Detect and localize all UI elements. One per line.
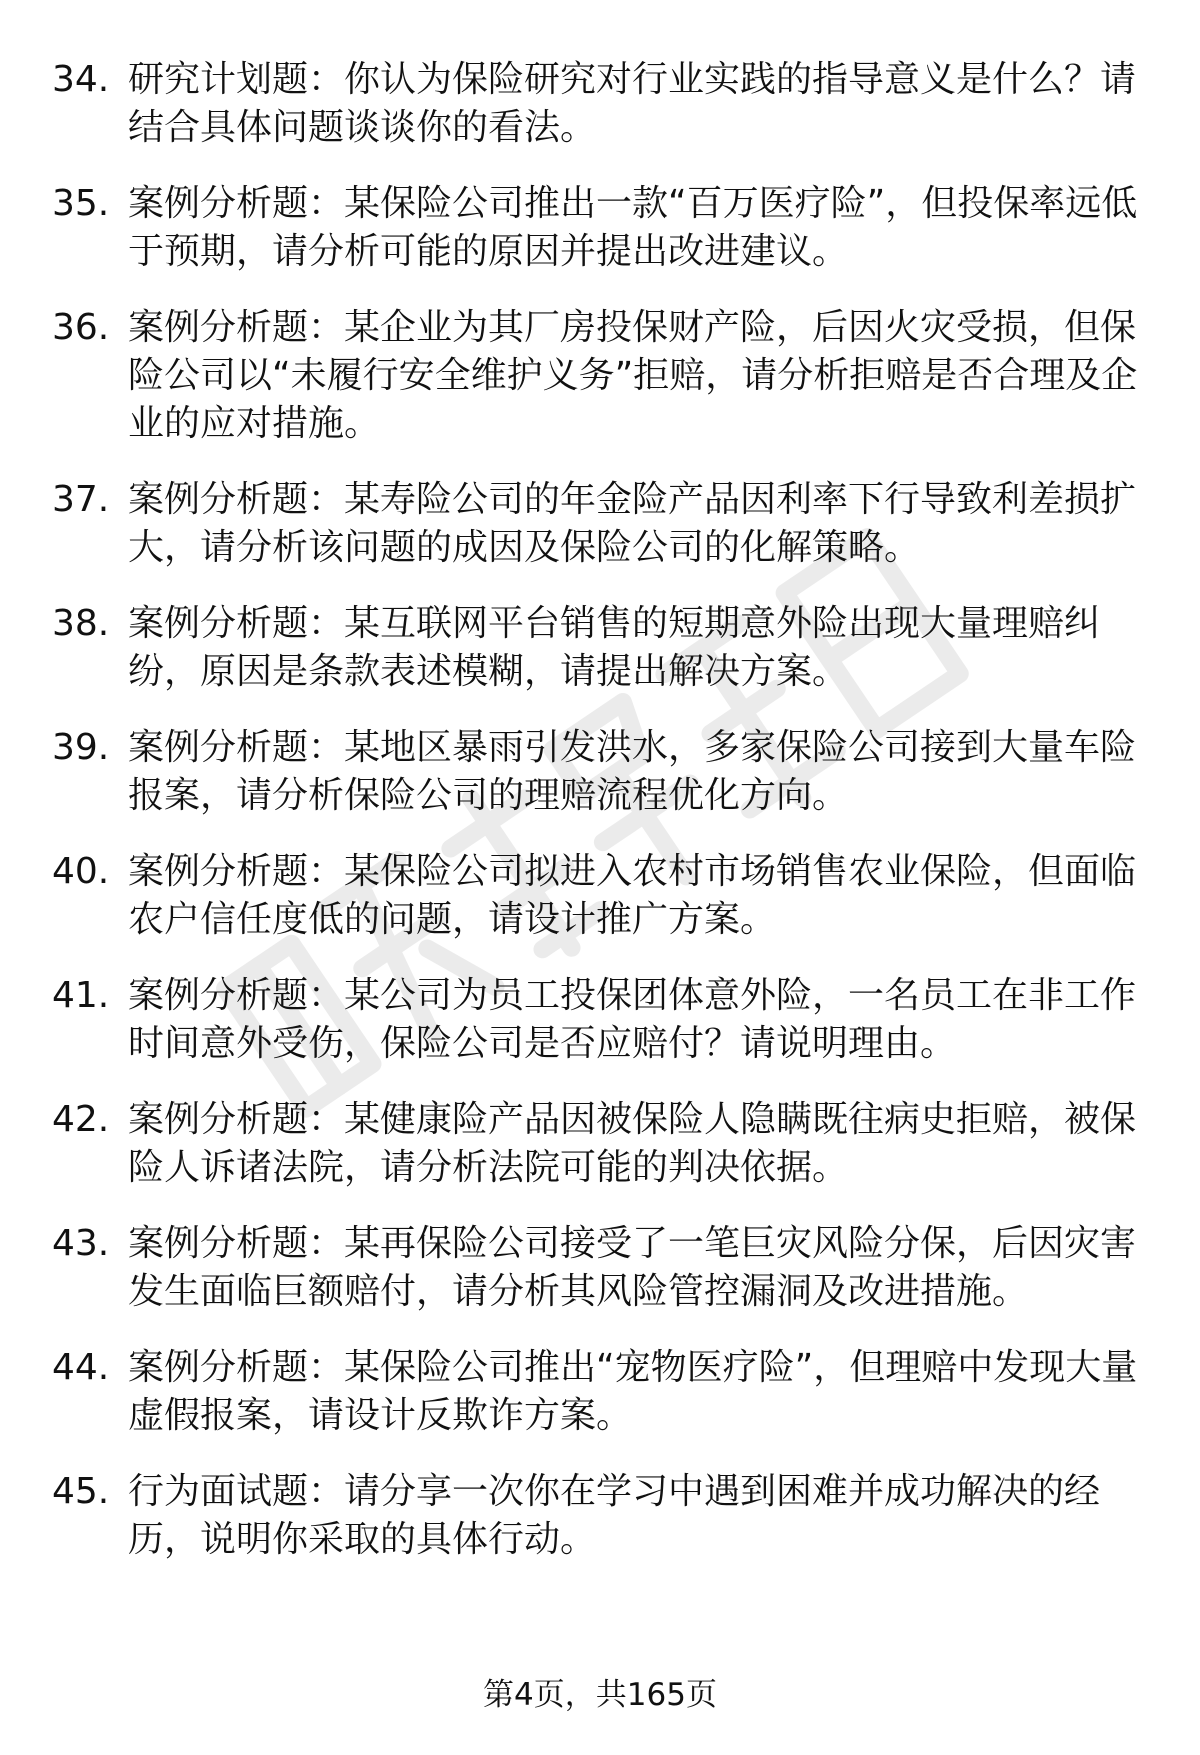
question-number: 40. — [52, 851, 110, 892]
question-text: 案例分析题：某寿险公司的年金险产品因利率下行导致利差损扩大，请分析该问题的成因及保险公司的化解策略。 — [128, 479, 1137, 568]
question-number: 39. — [52, 727, 110, 768]
question-item — [0, 304, 1200, 448]
question-number: 35. — [52, 183, 110, 224]
question-text: 研究计划题：你认为保险研究对行业实践的指导意义是什么？请结合具体问题谈谈你的看法。 — [128, 59, 1137, 148]
question-text: 案例分析题：某再保险公司接受了一笔巨灾风险分保，后因灾害发生面临巨额赔付，请分析其风险管控漏洞及改进措施。 — [128, 1223, 1137, 1312]
question-item — [0, 1344, 1200, 1440]
question-item — [0, 848, 1200, 944]
question-list — [0, 56, 1200, 1592]
question-item — [0, 1220, 1200, 1316]
question-text: 案例分析题：某企业为其厂房投保财产险，后因火灾受损，但保险公司以“未履行安全维护义务”拒赔，请分析拒赔是否合理及企业的应对措施。 — [128, 307, 1138, 444]
question-text: 行为面试题：请分享一次你在学习中遇到困难并成功解决的经历，说明你采取的具体行动。 — [128, 1471, 1101, 1560]
question-number: 41. — [52, 975, 110, 1016]
question-item — [0, 1096, 1200, 1192]
question-number: 43. — [52, 1223, 110, 1264]
question-text: 案例分析题：某保险公司推出“宠物医疗险”，但理赔中发现大量虚假报案，请设计反欺诈方案。 — [128, 1347, 1138, 1436]
question-item — [0, 724, 1200, 820]
question-text: 案例分析题：某健康险产品因被保险人隐瞒既往病史拒赔，被保险人诉诸法院，请分析法院可能的判决依据。 — [128, 1099, 1137, 1188]
question-number: 38. — [52, 603, 110, 644]
question-text: 案例分析题：某保险公司推出一款“百万医疗险”，但投保率远低于预期，请分析可能的原因并提出改进建议。 — [128, 183, 1138, 272]
question-item — [0, 972, 1200, 1068]
question-number: 37. — [52, 479, 110, 520]
question-number: 45. — [52, 1471, 110, 1512]
question-text: 案例分析题：某保险公司拟进入农村市场销售农业保险，但面临农户信任度低的问题，请设计推广方案。 — [128, 851, 1137, 940]
question-item — [0, 1468, 1200, 1564]
question-item — [0, 56, 1200, 152]
question-item — [0, 180, 1200, 276]
question-text: 案例分析题：某公司为员工投保团体意外险，一名员工在非工作时间意外受伤，保险公司是否应赔付？请说明理由。 — [128, 975, 1137, 1064]
page-footer: 第4页，共165页 — [483, 1677, 717, 1713]
question-number: 34. — [52, 59, 110, 100]
question-number: 36. — [52, 307, 110, 348]
question-item — [0, 476, 1200, 572]
question-number: 42. — [52, 1099, 110, 1140]
question-text: 案例分析题：某地区暴雨引发洪水，多家保险公司接到大量车险报案，请分析保险公司的理赔流程优化方向。 — [128, 727, 1137, 816]
question-text: 案例分析题：某互联网平台销售的短期意外险出现大量理赔纠纷，原因是条款表述模糊，请提出解决方案。 — [128, 603, 1101, 692]
question-number: 44. — [52, 1347, 110, 1388]
question-item — [0, 600, 1200, 696]
